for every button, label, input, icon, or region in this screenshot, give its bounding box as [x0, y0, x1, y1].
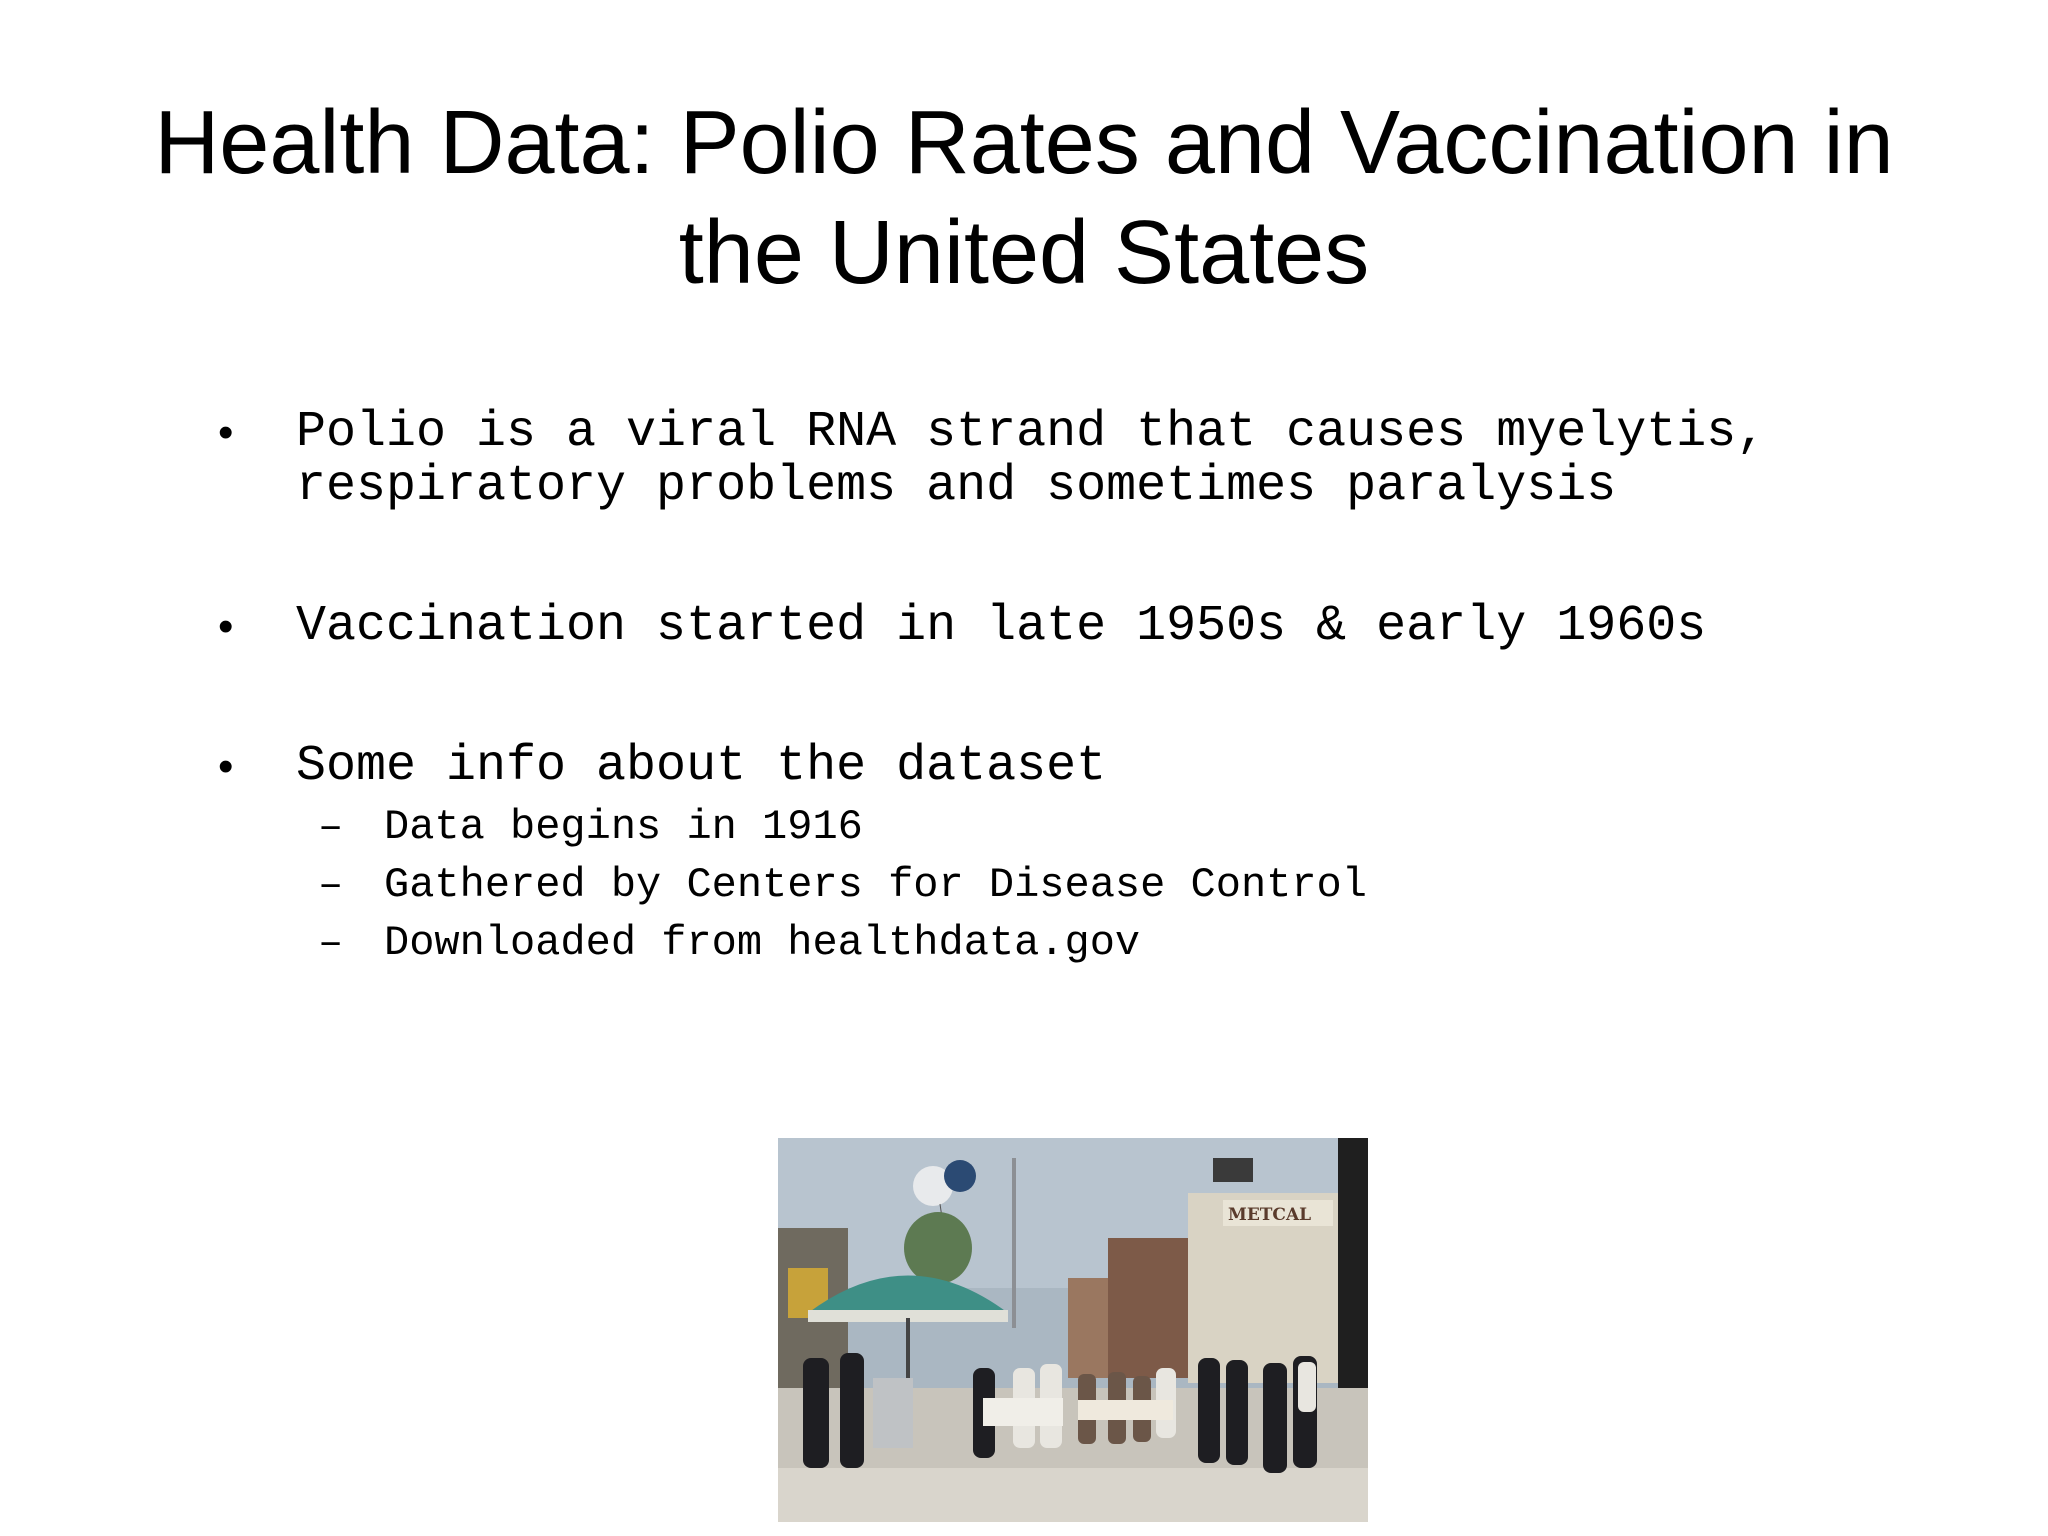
bullet-text: Some info about the dataset	[296, 738, 1107, 795]
bullet-item	[218, 406, 1878, 514]
bullet-text: Polio is a viral RNA strand that causes myelytis, respiratory problems and sometimes paralysis	[296, 404, 1767, 515]
sub-bullet-dash-icon: –	[318, 803, 344, 851]
sub-bullet-item	[296, 798, 1878, 856]
sub-bullet-item	[296, 914, 1878, 972]
bullet-dot-icon: •	[218, 742, 234, 791]
slide-title	[0, 88, 2048, 308]
slide-title-line-2: the United States	[678, 203, 1370, 303]
vaccination-crowd-illustration	[778, 1138, 1368, 1522]
bullet-item	[218, 600, 1878, 654]
bullet-dot-icon: •	[218, 408, 234, 457]
photo-sign-text: METCAL	[1228, 1205, 1312, 1225]
sub-bullet-dash-icon: –	[318, 919, 344, 967]
vaccination-crowd-photo	[778, 1138, 1368, 1522]
bullet-item	[218, 740, 1878, 972]
bullet-dot-icon: •	[218, 602, 234, 651]
sub-bullet-text: Gathered by Centers for Disease Control	[384, 861, 1367, 909]
bullet-list	[218, 406, 1878, 972]
sub-bullet-list	[296, 798, 1878, 972]
bullet-text: Vaccination started in late 1950s & early 1960s	[296, 598, 1707, 655]
sub-bullet-text: Data begins in 1916	[384, 803, 863, 851]
sub-bullet-text: Downloaded from healthdata.gov	[384, 919, 1141, 967]
sub-bullet-item	[296, 856, 1878, 914]
sub-bullet-dash-icon: –	[318, 861, 344, 909]
slide-title-line-1: Health Data: Polio Rates and Vaccination in	[154, 93, 1894, 193]
